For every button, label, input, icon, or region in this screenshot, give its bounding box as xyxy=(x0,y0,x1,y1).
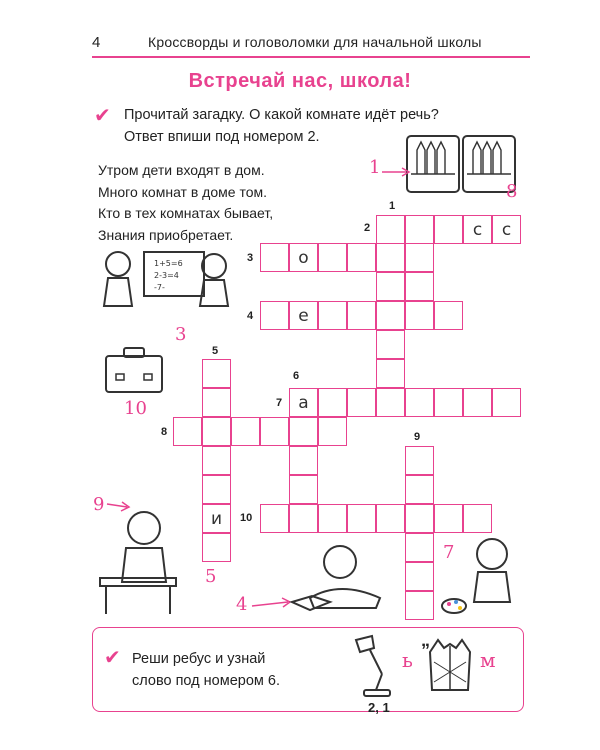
crossword-cell[interactable] xyxy=(202,417,231,446)
crossword-cell[interactable]: и xyxy=(202,504,231,533)
picture-label-5: 5 xyxy=(205,566,217,587)
crossword-cell[interactable] xyxy=(318,504,347,533)
task1-line1: Прочитай загадку. О какой комнате идёт речь? xyxy=(124,107,439,123)
crossword-cell[interactable] xyxy=(202,388,231,417)
clue-number-7: 7 xyxy=(276,397,283,409)
clue-number-5: 5 xyxy=(212,345,219,357)
crossword-cell[interactable] xyxy=(173,417,202,446)
task1-text xyxy=(124,104,439,148)
page-title: Встречай нас, школа! xyxy=(188,70,412,92)
task2-line2: слово под номером 6. xyxy=(132,673,280,689)
crossword-cell[interactable] xyxy=(347,504,376,533)
crossword-cell[interactable] xyxy=(318,417,347,446)
rebus-letter-order: 2, 1 xyxy=(368,700,390,715)
clue-number-6: 6 xyxy=(293,370,300,382)
crossword-cell[interactable] xyxy=(492,388,521,417)
crossword-cell[interactable] xyxy=(202,446,231,475)
task1-line2: Ответ впиши под номером 2. xyxy=(124,129,320,145)
crossword-cell[interactable] xyxy=(202,533,231,562)
crossword-cell[interactable] xyxy=(202,359,231,388)
kids-at-blackboard-illustration xyxy=(96,244,232,322)
boy-at-desk-illustration xyxy=(96,506,190,618)
crossword-cell[interactable] xyxy=(405,272,434,301)
crossword-cell[interactable] xyxy=(376,388,405,417)
task2-text xyxy=(132,648,280,692)
checkmark-icon: ✔ xyxy=(104,647,121,669)
crossword-cell[interactable] xyxy=(405,215,434,244)
poem-line: Много комнат в доме том. xyxy=(98,183,267,200)
crossword-cell[interactable] xyxy=(405,388,434,417)
pencil-case-icon xyxy=(405,134,517,196)
riddle-poem xyxy=(98,160,273,246)
crossword-cell[interactable] xyxy=(434,504,463,533)
crossword-cell[interactable] xyxy=(376,359,405,388)
task2-line1: Реши ребус и узнай xyxy=(132,651,266,667)
crossword-cell[interactable] xyxy=(376,330,405,359)
crossword-cell[interactable]: с xyxy=(463,215,492,244)
clue-number-4: 4 xyxy=(247,310,254,322)
rebus-letter-soft-sign: ь xyxy=(402,648,413,672)
crossword-cell[interactable] xyxy=(260,504,289,533)
crossword-cell[interactable] xyxy=(347,301,376,330)
crossword-cell[interactable]: а xyxy=(289,388,318,417)
crossword-cell[interactable] xyxy=(260,243,289,272)
poem-line: Утром дети входят в дом. xyxy=(98,162,265,178)
crossword-cell[interactable] xyxy=(289,446,318,475)
crossword-cell[interactable] xyxy=(405,562,434,591)
crossword-cell[interactable] xyxy=(434,301,463,330)
crossword-cell[interactable] xyxy=(231,417,260,446)
crossword-cell[interactable] xyxy=(405,301,434,330)
clue-number-1: 1 xyxy=(389,200,396,212)
crossword-cell[interactable] xyxy=(376,243,405,272)
picture-label-10: 10 xyxy=(124,398,147,419)
picture-label-7: 7 xyxy=(443,542,455,563)
picture-label-1: 1 xyxy=(369,157,381,178)
crossword-cell[interactable]: о xyxy=(289,243,318,272)
pointer-arrow-icon xyxy=(252,598,292,608)
pointer-arrow-icon xyxy=(382,168,410,176)
checkmark-icon: ✔ xyxy=(94,105,111,127)
picture-label-4: 4 xyxy=(236,594,248,615)
vest-icon xyxy=(428,638,472,694)
crossword-cell[interactable] xyxy=(434,388,463,417)
rebus-letter-m: м xyxy=(480,648,496,672)
crossword-cell[interactable] xyxy=(260,417,289,446)
crossword-cell[interactable]: е xyxy=(289,301,318,330)
crossword-cell[interactable] xyxy=(289,475,318,504)
poem-line: Знания приобретает. xyxy=(98,226,234,243)
crossword-cell[interactable] xyxy=(405,243,434,272)
rebus-commas: „ xyxy=(421,630,430,650)
girl-reading-illustration xyxy=(290,540,390,616)
poem-line: Кто в тех комнатах бывает, xyxy=(98,205,274,221)
crossword-cell[interactable] xyxy=(376,504,405,533)
crossword-cell[interactable] xyxy=(405,591,434,620)
crossword-cell[interactable] xyxy=(434,215,463,244)
crossword-cell[interactable] xyxy=(260,301,289,330)
desk-lamp-icon xyxy=(350,634,396,698)
crossword-cell[interactable]: с xyxy=(492,215,521,244)
crossword-cell[interactable] xyxy=(376,272,405,301)
crossword-cell[interactable] xyxy=(318,301,347,330)
crossword-cell[interactable] xyxy=(318,243,347,272)
girl-painting-illustration xyxy=(440,532,526,622)
clue-number-8: 8 xyxy=(161,426,168,438)
picture-label-8: 8 xyxy=(506,181,518,202)
crossword-cell[interactable] xyxy=(463,504,492,533)
picture-label-9: 9 xyxy=(93,494,105,515)
clue-number-10: 10 xyxy=(240,512,253,524)
crossword-cell[interactable] xyxy=(405,446,434,475)
svg-text:1+5=6: 1+5=6 xyxy=(154,259,183,268)
svg-text:2-3=4: 2-3=4 xyxy=(154,271,179,280)
page-number: 4 xyxy=(92,34,101,51)
crossword-cell[interactable] xyxy=(318,388,347,417)
clue-number-9: 9 xyxy=(414,431,421,443)
clue-number-3: 3 xyxy=(247,252,254,264)
header-divider xyxy=(92,56,530,58)
crossword-cell[interactable] xyxy=(405,475,434,504)
crossword-cell[interactable] xyxy=(289,417,318,446)
header-title: Кроссворды и головоломки для начальной школы xyxy=(148,34,482,50)
crossword-cell[interactable] xyxy=(376,215,405,244)
picture-label-3: 3 xyxy=(175,324,187,345)
crossword-cell[interactable] xyxy=(463,388,492,417)
crossword-cell[interactable] xyxy=(202,475,231,504)
crossword-cell[interactable] xyxy=(347,388,376,417)
crossword-cell[interactable] xyxy=(405,533,434,562)
crossword-cell[interactable] xyxy=(289,504,318,533)
svg-text:-7-: -7- xyxy=(154,283,165,292)
crossword-cell[interactable] xyxy=(405,504,434,533)
crossword-cell[interactable] xyxy=(376,301,405,330)
clue-number-2: 2 xyxy=(364,222,371,234)
briefcase-icon xyxy=(104,346,164,394)
crossword-cell[interactable] xyxy=(347,243,376,272)
